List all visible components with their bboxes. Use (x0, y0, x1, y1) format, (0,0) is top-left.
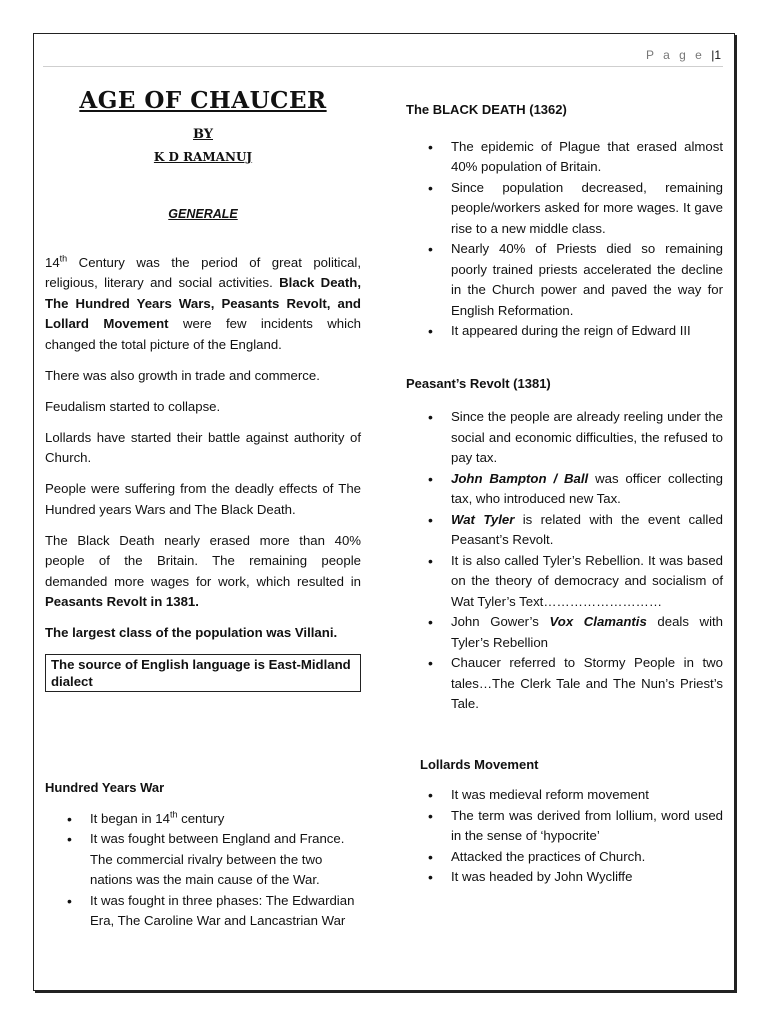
list-item: • Since population decreased, remaining people/workers asked for more wages. It gave rise to a new middle class. (406, 178, 723, 240)
list-lollards (406, 785, 723, 888)
list-item: • It is also called Tyler’s Rebellion. It was based on the theory of democracy and socialism of Wat Tyler’s Text……………………… (406, 551, 723, 613)
list-item: • It was fought between England and France. The commercial rivalry between the two nations was the main cause of the War. (45, 829, 361, 891)
list-item: • John Gower’s Vox Clamantis deals with Tyler’s Rebellion (406, 612, 723, 653)
list-item: • Wat Tyler is related with the event called Peasant’s Revolt. (406, 510, 723, 551)
list-item: • John Bampton / Ball was officer collecting tax, who introduced new Tax. (406, 469, 723, 510)
list-item: • It was headed by John Wycliffe (406, 867, 723, 888)
section-heading-generale: GENERALE (168, 207, 238, 221)
list-peasants-revolt (406, 407, 723, 715)
list-item: • Attacked the practices of Church. (406, 847, 723, 868)
list-item: • It appeared during the reign of Edward III (406, 321, 723, 342)
list-item: • Nearly 40% of Priests died so remaining poorly trained priests accelerated the decline in the Church power and paved the way for English Reformation. (406, 239, 723, 321)
paragraph-intro: 14th Century was the period of great political, religious, literary and social activities. Black Death, The Hundred Years Wars, Peasants Revolt, and Lollard Movement were few incidents which changed the total picture of the England. (45, 253, 362, 352)
list-item: • It began in 14th century (45, 809, 361, 830)
section-hundred-years-war (45, 778, 361, 932)
list-item: • It was fought in three phases: The Edwardian Era, The Caroline War and Lancastrian War (45, 891, 361, 932)
list-item: • It was medieval reform movement (406, 785, 723, 806)
paragraph-black-death: The Black Death nearly erased more than 40% people of the Britain. The remaining people demanded more wages for work, which resulted in Peasants Revolt in 1381. (45, 532, 361, 609)
paragraph-feudalism: Feudalism started to collapse. (45, 398, 221, 414)
heading-peasants-revolt: Peasant’s Revolt (1381) (406, 375, 551, 391)
paragraph-suffering: People were suffering from the deadly effects of The Hundred years Wars and The Black Death. (45, 481, 361, 517)
page-header (43, 48, 723, 67)
right-column (406, 100, 723, 888)
list-item: • The term was derived from lollium, word used in the sense of ‘hypocrite’ (406, 806, 723, 847)
boxed-note: The source of English language is East-Midland dialect (45, 654, 361, 692)
byline: BY (192, 127, 214, 142)
paragraph-villani: The largest class of the population was Villani. (45, 625, 338, 640)
heading-lollards-movement: Lollards Movement (420, 756, 539, 772)
list-item: • Since the people are already reeling under the social and economic difficulties, the refused to pay tax. (406, 407, 723, 469)
list-hundred-years-war (45, 809, 361, 932)
page-number-label: P a g e |1 (646, 48, 721, 62)
paragraph-lollards: Lollards have started their battle against authority of Church. (45, 429, 361, 465)
document-title: AGE OF CHAUCER (79, 87, 327, 114)
heading-black-death: The BLACK DEATH (1362) (406, 102, 567, 117)
author-name: K D RAMANUJ (153, 150, 253, 164)
list-item: • Chaucer referred to Stormy People in two tales…The Clerk Tale and The Nun’s Priest’s Tale. (406, 653, 723, 715)
paragraph-trade: There was also growth in trade and commerce. (45, 367, 320, 383)
left-column (45, 84, 361, 692)
list-item: • The epidemic of Plague that erased almost 40% population of Britain. (406, 137, 723, 178)
heading-hundred-years-war: Hundred Years War (45, 780, 165, 795)
list-black-death (406, 137, 723, 342)
